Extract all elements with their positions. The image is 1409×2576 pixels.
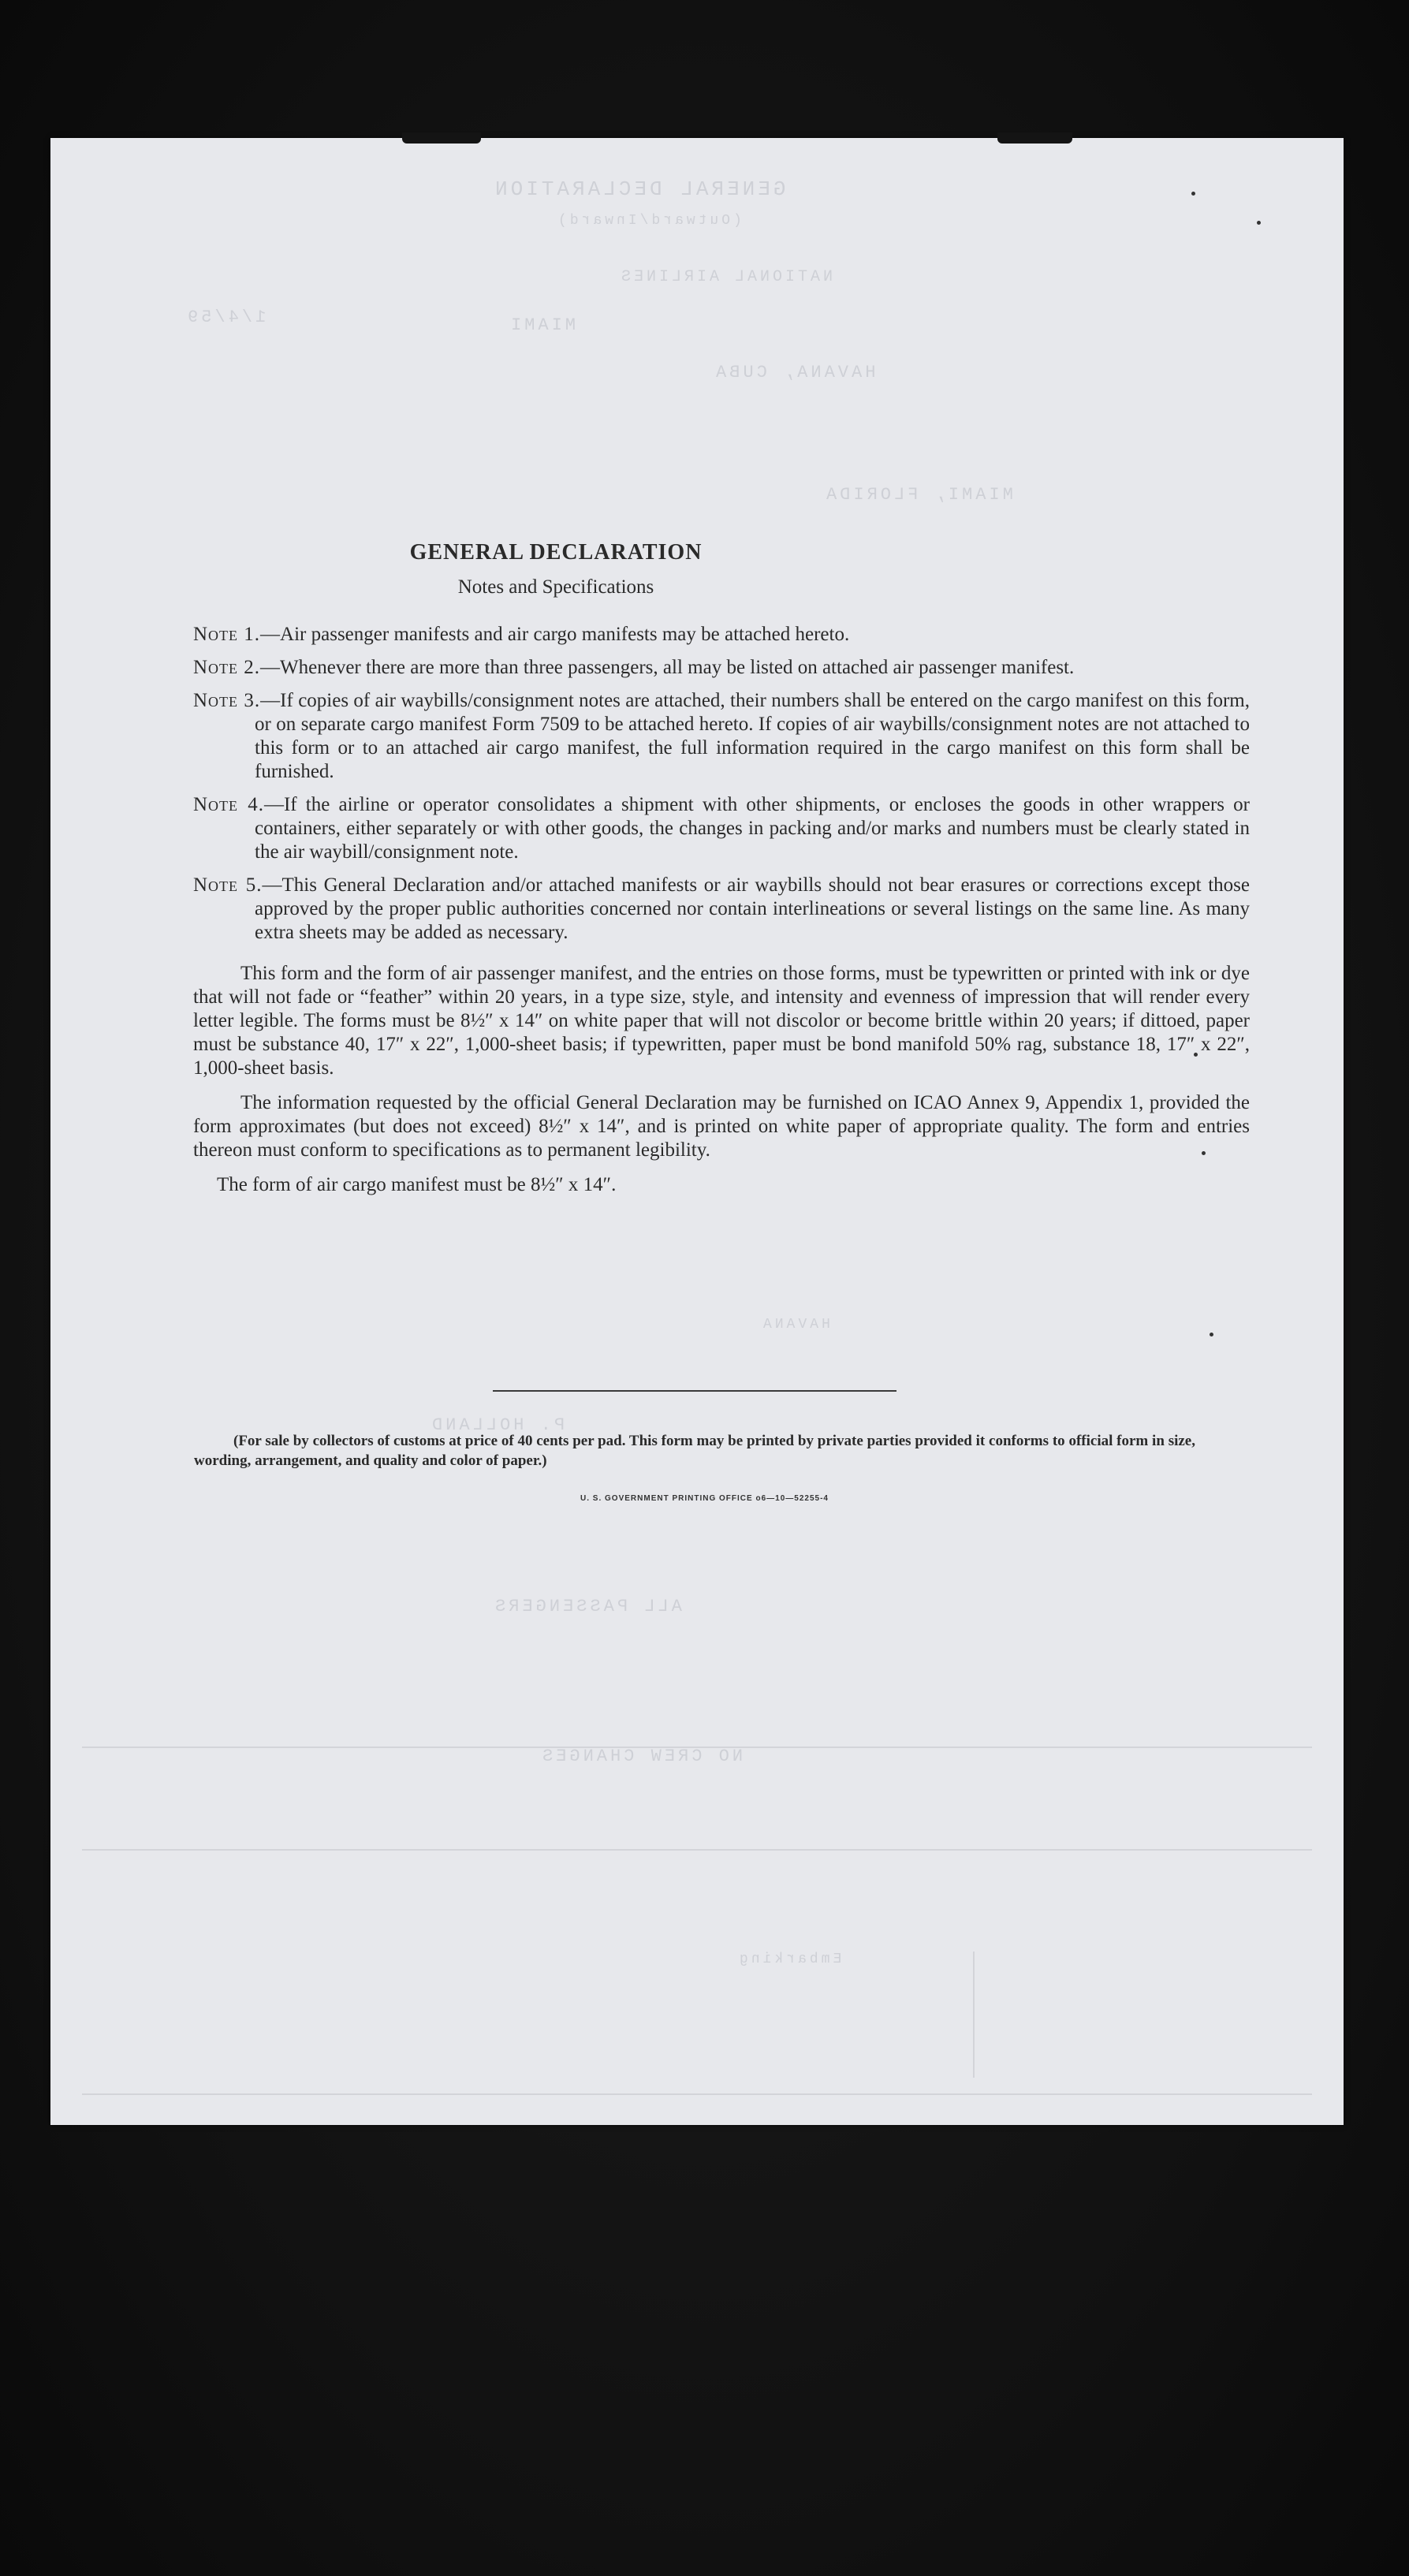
note-text: —This General Declaration and/or attached manifests or air waybills should not bear erasures or corrections except those approved by the proper public authorities concerned nor contain interlineations or several listings on the same line. As many extra sheets may be added as necessary.	[255, 874, 1251, 943]
bleed-through-text: 1/4/59	[185, 308, 267, 327]
note-5	[193, 874, 1250, 945]
bleed-through-text: NO CREW CHANGES	[539, 1747, 744, 1766]
sale-note: (For sale by collectors of customs at price of 40 cents per pad. This form may be printed by private parties provided it conforms to official form in size, wording, arrangement, and quality and color of paper.)	[194, 1433, 1195, 1469]
declaration-subtitle: Notes and Specifications	[457, 576, 654, 598]
bleed-through-line	[82, 1747, 1312, 1748]
note-4	[193, 793, 1250, 864]
note-label: Note 1.	[193, 624, 261, 645]
bleed-through-text: NATIONAL AIRLINES	[618, 268, 833, 286]
note-text: —If the airline or operator consolidates a shipment with other shipments, or encloses the goods in other wrappers or containers, either separately or with other goods, the changes in packing and/or marks and numbers must be clearly stated in the air waybill/consignment note.	[255, 794, 1250, 863]
bleed-through-text: HAVANA, CUBA	[713, 363, 876, 382]
bleed-through-text: GENERAL DECLARATION	[492, 177, 786, 201]
form-specification-paragraph: This form and the form of air passenger manifest, and the entries on those forms, must be typewritten or printed with ink or dye that will not fade or “feather” within 20 years, in a type size, style, and intensity and evenness of impression that will render every letter legible. The forms must be 8½″ x 14″ on white paper that will not discolor or become brittle within 20 years; if dittoed, paper must be substance 40, 17″ x 22″, 1,000-sheet basis; if typewritten, paper must be bond manifold 50% rag, substance 18, 17″ x 22″, 1,000-sheet basis.	[193, 963, 1250, 1079]
notes-list	[193, 623, 1250, 1197]
speck	[1257, 221, 1261, 225]
bleed-through-text: HAVANA	[760, 1317, 830, 1333]
bleed-through-text: ALL PASSENGERS	[492, 1597, 682, 1616]
note-1	[193, 623, 1250, 647]
speck	[1191, 192, 1195, 196]
icao-paragraph: The information requested by the official General Declaration may be furnished on ICAO Annex 9, Appendix 1, provided the form approximates (but does not exceed) 8½″ x 14″, and is printed on white paper of appropriate quality. The form and entries thereon must conform to specifications as to permanent legibility.	[193, 1092, 1250, 1161]
note-label: Note 3.	[193, 690, 261, 711]
bleed-through-text: MIAMI	[508, 315, 576, 335]
note-text: —Air passenger manifests and air cargo manifests may be attached hereto.	[260, 624, 850, 645]
note-3	[193, 689, 1250, 784]
note-text: —If copies of air waybills/consignment notes are attached, their numbers shall be entered on the cargo manifest on this form, or on separate cargo manifest Form 7509 to be attached hereto. If copies of air waybills/consignment notes are not attached to this form or to an attached air cargo manifest, the full information required in the cargo manifest on this form shall be furnished.	[255, 690, 1251, 782]
note-text: —Whenever there are more than three passengers, all may be listed on attached air passenger manifest.	[260, 657, 1075, 678]
bleed-through-text: Embarking	[736, 1952, 842, 1967]
bleed-through-text: MIAMI, FLORIDA	[823, 485, 1013, 505]
bleed-through-line	[973, 1952, 975, 2078]
speck	[1210, 1333, 1213, 1336]
note-label: Note 5.	[193, 874, 263, 896]
note-label: Note 2.	[193, 657, 261, 678]
bleed-through-line	[82, 2093, 1312, 2095]
note-label: Note 4.	[193, 794, 264, 815]
note-2	[193, 656, 1250, 680]
bleed-through-line	[82, 1849, 1312, 1851]
printer-imprint: U. S. GOVERNMENT PRINTING OFFICE o6—10—52255-4	[580, 1494, 829, 1503]
declaration-title: GENERAL DECLARATION	[409, 540, 703, 565]
clip-mark	[997, 132, 1072, 144]
clip-mark	[402, 132, 481, 144]
bleed-through-text: (Outward/Inward)	[555, 213, 742, 229]
divider-rule	[493, 1390, 896, 1392]
bleed-through-text: P. HOLLAND	[429, 1415, 565, 1435]
cargo-manifest-paragraph: The form of air cargo manifest must be 8½″ x 14″.	[217, 1174, 617, 1195]
